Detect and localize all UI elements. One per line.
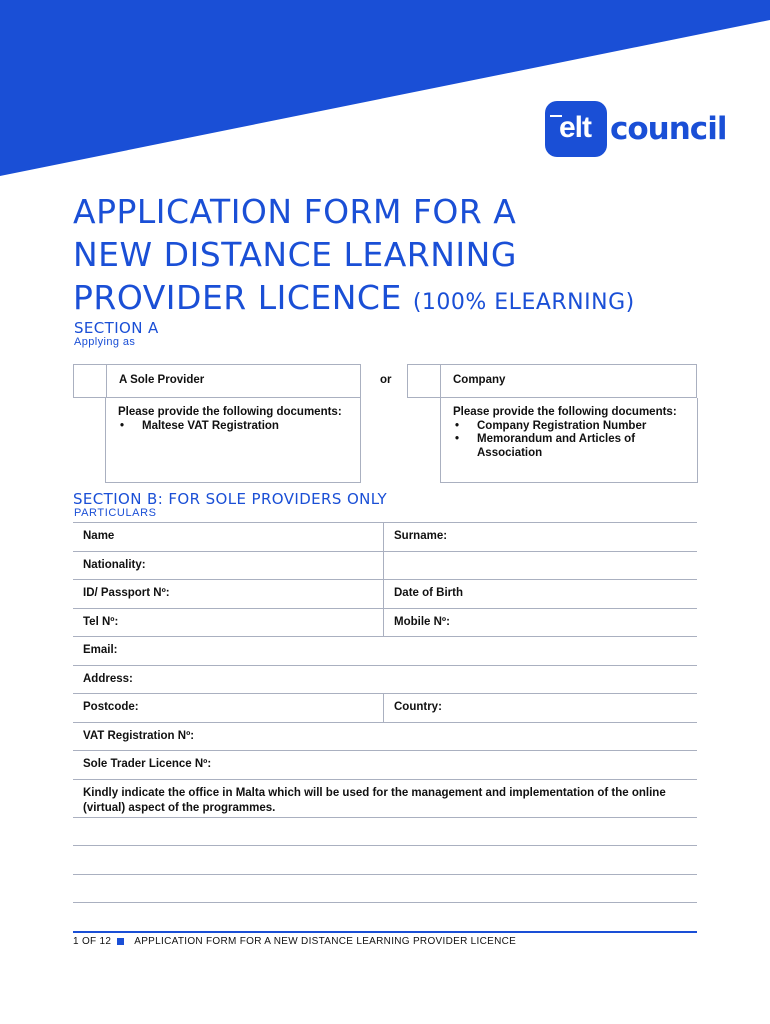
surname-field[interactable]: Surname: bbox=[394, 530, 448, 542]
form-row bbox=[73, 636, 697, 665]
country-field[interactable]: Country: bbox=[394, 701, 442, 713]
title-line-2: NEW DISTANCE LEARNING bbox=[73, 235, 517, 274]
company-option bbox=[407, 364, 697, 398]
footer-title: APPLICATION FORM FOR A NEW DISTANCE LEARNING PROVIDER LICENCE bbox=[134, 936, 517, 947]
section-a-heading: SECTION A bbox=[74, 319, 159, 337]
form-row bbox=[73, 750, 697, 779]
office-answer-line[interactable] bbox=[73, 817, 697, 846]
company-doc-item: • Company Registration Number bbox=[453, 420, 687, 434]
address-field[interactable]: Address: bbox=[83, 672, 133, 685]
form-row bbox=[73, 522, 697, 551]
email-field[interactable]: Email: bbox=[83, 644, 118, 656]
elt-council-logo bbox=[545, 100, 726, 158]
company-doc-item: • Memorandum and Articles of Association bbox=[453, 433, 687, 460]
footer-square-icon bbox=[117, 938, 124, 945]
office-answer-line[interactable] bbox=[73, 902, 697, 933]
sole-doc-item: • Maltese VAT Registration bbox=[118, 420, 350, 434]
form-row bbox=[73, 608, 697, 637]
postcode-field[interactable]: Postcode: bbox=[73, 694, 384, 722]
company-checkbox[interactable] bbox=[407, 364, 441, 398]
logo-prefix: elt bbox=[559, 111, 592, 144]
tel-field[interactable]: Tel Nº: bbox=[73, 609, 384, 637]
company-docs-intro: Please provide the following documents: bbox=[453, 406, 677, 418]
sole-provider-option bbox=[73, 364, 361, 398]
sole-trader-licence-field[interactable]: Sole Trader Licence Nº: bbox=[83, 758, 212, 770]
sole-provider-documents bbox=[105, 398, 361, 483]
applying-as-label: Applying as bbox=[74, 336, 136, 348]
company-label: Company bbox=[441, 364, 697, 398]
office-question: Kindly indicate the office in Malta which will be used for the management and implementation of the online (virtual) aspect of the programmes. bbox=[73, 779, 697, 817]
company-documents bbox=[440, 398, 698, 483]
form-row bbox=[73, 722, 697, 751]
or-label: or bbox=[380, 374, 392, 386]
particulars-form bbox=[73, 522, 697, 933]
form-row bbox=[73, 579, 697, 608]
name-field[interactable]: Name bbox=[73, 523, 384, 551]
nationality-field[interactable]: Nationality: bbox=[73, 552, 384, 580]
date-of-birth-field[interactable]: Date of Birth bbox=[394, 587, 463, 599]
section-b-heading: SECTION B: FOR SOLE PROVIDERS ONLY bbox=[73, 490, 388, 508]
office-answer-line[interactable] bbox=[73, 845, 697, 874]
mobile-field[interactable]: Mobile Nº: bbox=[394, 615, 450, 628]
particulars-label: PARTICULARS bbox=[74, 507, 157, 519]
logo-mark bbox=[545, 101, 607, 157]
sole-docs-intro: Please provide the following documents: bbox=[118, 406, 342, 418]
sole-provider-label: A Sole Provider bbox=[107, 364, 361, 398]
page-number: 1 OF 12 bbox=[73, 936, 112, 947]
sole-provider-checkbox[interactable] bbox=[73, 364, 107, 398]
logo-word: council bbox=[610, 111, 727, 147]
id-passport-field[interactable]: ID/ Passport Nº: bbox=[73, 580, 384, 608]
page-title bbox=[73, 190, 635, 324]
office-answer-line[interactable] bbox=[73, 874, 697, 903]
form-row bbox=[73, 551, 697, 580]
title-line-1: APPLICATION FORM FOR A bbox=[73, 192, 517, 231]
title-line-3: PROVIDER LICENCE bbox=[73, 278, 402, 317]
page-footer bbox=[73, 936, 516, 947]
form-row bbox=[73, 693, 697, 722]
title-suffix: (100% ELEARNING) bbox=[412, 290, 635, 315]
nationality-extra-field[interactable] bbox=[384, 552, 394, 580]
form-row bbox=[73, 665, 697, 694]
vat-registration-field[interactable]: VAT Registration Nº: bbox=[83, 729, 195, 742]
